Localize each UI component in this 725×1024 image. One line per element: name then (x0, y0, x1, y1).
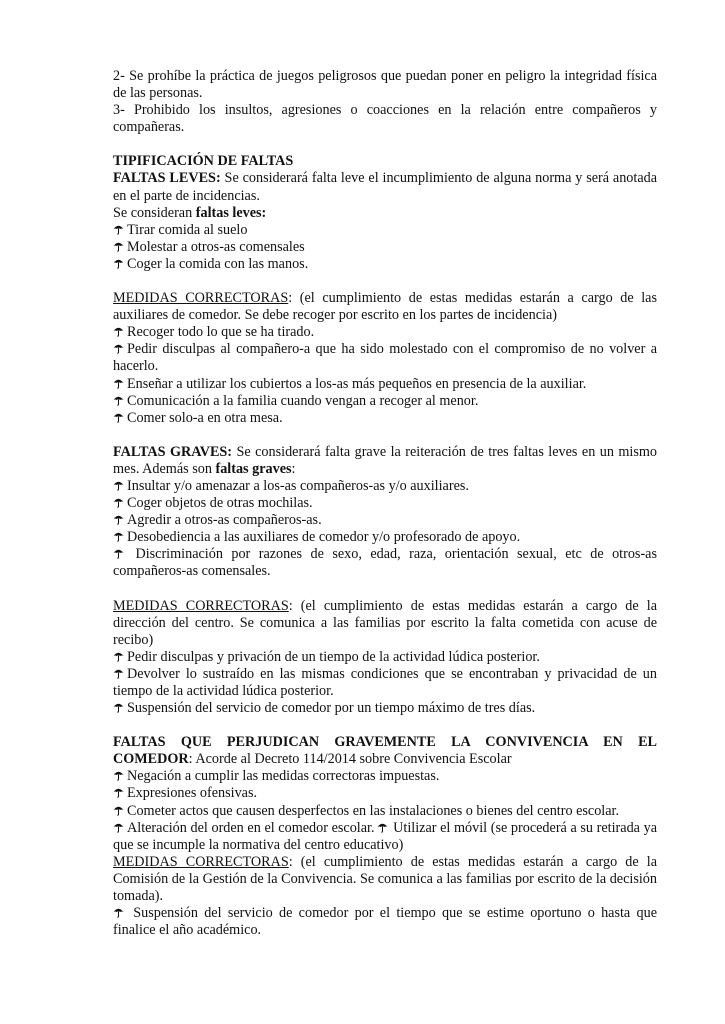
list-item (113, 410, 657, 427)
umbrella-icon (113, 668, 124, 679)
list-item (113, 512, 657, 529)
list-item-text: Comunicación a la familia cuando vengan a recoger al menor. (127, 392, 479, 409)
list-item-text: Coger objetos de otras mochilas. (127, 495, 313, 512)
list-item (113, 546, 657, 580)
muy-graves-medidas-label: MEDIDAS CORRECTORAS (113, 853, 289, 870)
umbrella-icon (113, 224, 124, 235)
umbrella-icon (113, 651, 124, 662)
rule-3: 3- Prohibido los insultos, agresiones o coacciones en la relación entre compañeros y compañeras. (113, 102, 657, 136)
muy-graves-medidas-list (113, 905, 657, 939)
leves-list-pre: Se consideran (113, 204, 196, 221)
umbrella-icon (377, 821, 388, 832)
graves-medidas-text: : (el cumplimiento de estas medidas estarán a cargo de la dirección del centro. Se comunica a las familias por escrito la falta cometida con acuse de recibo) (113, 597, 657, 648)
document-page (113, 68, 657, 939)
list-item (113, 785, 657, 802)
umbrella-icon (113, 480, 124, 491)
umbrella-icon (113, 548, 124, 559)
graves-text-end: : (291, 460, 296, 477)
leves-medidas-text: : (el cumplimiento de estas medidas estarán a cargo de las auxiliares de comedor. Se debe recoger por escrito en los partes de incidencia) (113, 290, 657, 324)
list-item (113, 768, 657, 785)
list-item-text: Devolver lo sustraído en las mismas condiciones que se encontraban y privacidad de un tiempo de la actividad lúdica posterior. (113, 665, 657, 699)
list-item-text: Pedir disculpas al compañero-a que ha sido molestado con el compromiso de no volver a hacerlo. (113, 341, 657, 375)
list-item-text: Coger la comida con las manos. (127, 255, 309, 272)
umbrella-icon (113, 326, 124, 337)
umbrella-icon (113, 822, 124, 833)
umbrella-icon (113, 497, 124, 508)
list-item (113, 529, 657, 546)
list-item (113, 324, 657, 341)
muy-graves-list (113, 768, 657, 853)
umbrella-icon (113, 907, 124, 918)
graves-text: Se considerará falta grave la reiteración de tres faltas leves en un mismo mes. Además son (113, 443, 658, 477)
umbrella-icon (113, 343, 124, 354)
list-item (113, 820, 657, 854)
list-item (113, 649, 657, 666)
rule-2: 2- Se prohíbe la práctica de juegos peligrosos que puedan poner en peligro la integridad física de las personas. (113, 68, 657, 102)
muy-graves-medidas-paragraph (113, 854, 657, 905)
graves-medidas-list (113, 649, 657, 717)
leves-list-bold: faltas leves: (195, 204, 267, 221)
graves-medidas-paragraph (113, 598, 657, 649)
list-item-text: Suspensión del servicio de comedor por un tiempo máximo de tres días. (127, 700, 536, 717)
muy-graves-text: : Acorde al Decreto 114/2014 sobre Convivencia Escolar (188, 751, 512, 768)
leves-medidas-list (113, 324, 657, 427)
umbrella-icon (113, 787, 124, 798)
list-item-text: Tirar comida al suelo (127, 221, 248, 238)
leves-medidas-label: MEDIDAS CORRECTORAS (113, 290, 289, 307)
umbrella-icon (113, 514, 124, 525)
muy-graves-heading: FALTAS QUE PERJUDICAN GRAVEMENTE LA CONVIVENCIA EN EL COMEDOR (113, 734, 657, 768)
list-item-text: Recoger todo lo que se ha tirado. (127, 324, 315, 341)
leves-heading: FALTAS LEVES: (113, 170, 221, 187)
list-item (113, 222, 657, 239)
list-item-text: Utilizar el móvil (se procederá a su retirada ya que se incumple la normativa del centro educativo) (113, 819, 657, 853)
section-title: TIPIFICACIÓN DE FALTAS (113, 153, 294, 170)
graves-heading: FALTAS GRAVES: (113, 443, 233, 460)
list-item (113, 905, 657, 939)
list-item-text: Enseñar a utilizar los cubiertos a los-as más pequeños en presencia de la auxiliar. (127, 375, 587, 392)
list-item (113, 478, 657, 495)
umbrella-icon (113, 770, 124, 781)
umbrella-icon (113, 805, 124, 816)
list-item (113, 495, 657, 512)
umbrella-icon (113, 241, 124, 252)
list-item-text: Alteración del orden en el comedor escolar. (127, 819, 375, 836)
leves-paragraph (113, 170, 657, 204)
list-item-text: Molestar a otros-as comensales (127, 238, 305, 255)
list-item-text: Discriminación por razones de sexo, edad, raza, orientación sexual, etc de otros-as compañeros-as comensales. (113, 546, 657, 580)
leves-text: Se considerará falta leve el incumplimiento de alguna norma y será anotada en el parte de incidencias. (113, 170, 658, 204)
leves-medidas-paragraph (113, 290, 657, 324)
umbrella-icon (113, 531, 124, 542)
list-item-text: Expresiones ofensivas. (127, 785, 258, 802)
list-item (113, 256, 657, 273)
list-item-text: Suspensión del servicio de comedor por el tiempo que se estime oportuno o hasta que finalice el año académico. (113, 905, 657, 939)
list-item (113, 700, 657, 717)
leves-list-intro (113, 205, 657, 222)
list-item-text: Comer solo-a en otra mesa. (127, 409, 283, 426)
umbrella-icon (113, 258, 124, 269)
muy-graves-paragraph (113, 734, 657, 768)
list-item (113, 666, 657, 700)
list-item (113, 239, 657, 256)
list-item-text: Pedir disculpas y privación de un tiempo de la actividad lúdica posterior. (127, 648, 540, 665)
list-item-text: Insultar y/o amenazar a los-as compañeros-as y/o auxiliares. (127, 477, 469, 494)
list-item-text: Desobediencia a las auxiliares de comedor y/o profesorado de apoyo. (127, 529, 521, 546)
list-item-text: Negación a cumplir las medidas correctoras impuestas. (127, 768, 440, 785)
leves-list (113, 222, 657, 273)
umbrella-icon (113, 412, 124, 423)
graves-list (113, 478, 657, 581)
umbrella-icon (113, 702, 124, 713)
list-item (113, 803, 657, 820)
list-item (113, 393, 657, 410)
list-item-text: Cometer actos que causen desperfectos en las instalaciones o bienes del centro escolar. (127, 802, 620, 819)
umbrella-icon (113, 395, 124, 406)
umbrella-icon (113, 378, 124, 389)
list-item (113, 376, 657, 393)
graves-text-bold: faltas graves (215, 460, 292, 477)
graves-paragraph (113, 444, 657, 478)
graves-medidas-label: MEDIDAS CORRECTORAS (113, 597, 289, 614)
list-item-text: Agredir a otros-as compañeros-as. (127, 512, 322, 529)
list-item (113, 341, 657, 375)
muy-graves-medidas-text: : (el cumplimiento de estas medidas estarán a cargo de la Comisión de la Gestión de la Convivencia. Se comunica a las familias por escrito de la decisión tomada). (113, 853, 657, 905)
